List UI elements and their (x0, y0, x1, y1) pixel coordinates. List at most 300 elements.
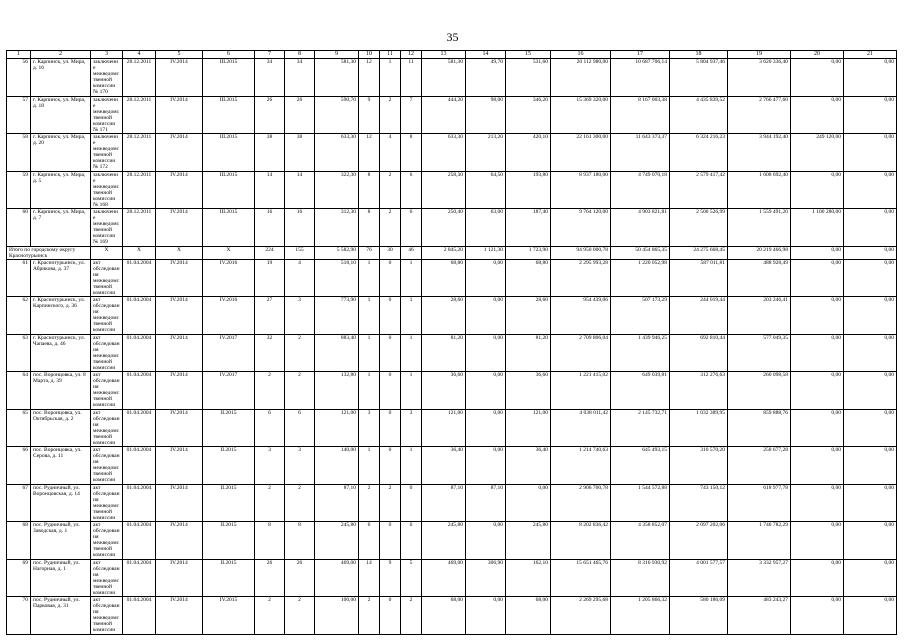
table-row (7, 597, 897, 635)
residents-cell: 27 (255, 297, 285, 335)
residents-cell: 8 (255, 522, 285, 560)
column-number: 21 (844, 51, 897, 59)
area-relocated-cell: 245,80 (422, 522, 466, 560)
address-cell: пос. Рудничный, ул. Воронцовская, д. 14 (31, 484, 91, 522)
cost-local-cell: 483 243,27 (728, 597, 791, 635)
area-private-cell: 245,80 (506, 522, 551, 560)
planned-start-cell: IV.2014 (156, 59, 203, 97)
planned-start-cell: IV.2014 (156, 559, 203, 597)
rooms-cell: 8 (359, 171, 380, 209)
rooms-municipal-cell: 0 (380, 334, 401, 372)
rooms-private-cell: 1 (401, 447, 422, 485)
planned-start-cell: IV.2014 (156, 209, 203, 247)
residents-relocated-cell: 26 (285, 559, 315, 597)
cost-extra-cell: 0,00 (791, 409, 844, 447)
cost-region-cell: 692 810,44 (670, 334, 728, 372)
basis-cell: акт обследования межведомственной комиссии (91, 409, 123, 447)
column-number: 4 (123, 51, 156, 59)
column-number: 16 (551, 51, 611, 59)
area-municipal-cell: 306,90 (466, 559, 506, 597)
rooms-municipal-cell: 2 (380, 484, 401, 522)
cost-local-cell: 3 944 192,40 (728, 134, 791, 172)
residents-cell: 19 (255, 259, 285, 297)
total-c11-cell: 30 (380, 246, 401, 259)
cost-region-cell: 6 324 216,23 (670, 134, 728, 172)
residents-relocated-cell: 3 (285, 297, 315, 335)
rooms-municipal-cell: 4 (380, 134, 401, 172)
cost-local-cell: 1 559 491,20 (728, 209, 791, 247)
total-c16-cell: 94 950 000,78 (551, 246, 611, 259)
cost-region-cell: 2 500 526,99 (670, 209, 728, 247)
row-number: 57 (7, 96, 31, 134)
residents-relocated-cell: 34 (285, 59, 315, 97)
total-c20-cell: 0,00 (791, 246, 844, 259)
area-relocated-cell: 36,60 (422, 372, 466, 410)
rooms-private-cell: 1 (401, 372, 422, 410)
column-number: 18 (670, 51, 728, 59)
rooms-private-cell: 1 (401, 334, 422, 372)
cost-total-cell: 22 161 300,00 (551, 134, 611, 172)
address-cell: г. Карпинск, ул. Мира, д. 5 (31, 171, 91, 209)
rooms-cell: 6 (359, 522, 380, 560)
rooms-private-cell: 11 (401, 59, 422, 97)
rooms-cell: 2 (359, 597, 380, 635)
cost-fund-cell: 645 493,15 (611, 447, 670, 485)
basis-date-cell: 01.04.2004 (123, 559, 156, 597)
area-cell: 590,70 (315, 96, 359, 134)
rooms-private-cell: 6 (401, 209, 422, 247)
area-relocated-cell: 633,30 (422, 134, 466, 172)
cost-extra-cell: 0,00 (791, 484, 844, 522)
total-c13-cell: 2 845,20 (422, 246, 466, 259)
area-municipal-cell: 0,00 (466, 372, 506, 410)
residents-relocated-cell: 8 (285, 522, 315, 560)
area-private-cell: 36,40 (506, 447, 551, 485)
basis-date-cell: 01.04.2004 (123, 597, 156, 635)
residents-cell: 2 (255, 597, 285, 635)
rooms-municipal-cell: 2 (380, 96, 401, 134)
residents-cell: 32 (255, 334, 285, 372)
rooms-cell: 8 (359, 209, 380, 247)
rooms-municipal-cell: 9 (380, 559, 401, 597)
table-row (7, 209, 897, 247)
row-number: 61 (7, 259, 31, 297)
rooms-cell: 1 (359, 447, 380, 485)
residents-cell: 3 (255, 447, 285, 485)
basis-date-cell: 28.12.2011 (123, 209, 156, 247)
planned-start-cell: IV.2014 (156, 134, 203, 172)
residents-cell: 26 (255, 559, 285, 597)
basis-cell: акт обследования межведомственной комиссии (91, 259, 123, 297)
residents-relocated-cell: 2 (285, 597, 315, 635)
basis-date-cell: 28.12.2011 (123, 96, 156, 134)
basis-date-cell: 01.04.2004 (123, 259, 156, 297)
cost-local-cell: 1 746 782,29 (728, 522, 791, 560)
table-row (7, 297, 897, 335)
basis-date-cell: 28.12.2011 (123, 134, 156, 172)
residents-relocated-cell: 4 (285, 259, 315, 297)
address-cell: пос. Воронцовка, ул. Серова, д. 11 (31, 447, 91, 485)
rooms-municipal-cell: 0 (380, 297, 401, 335)
column-number: 20 (791, 51, 844, 59)
area-relocated-cell: 28,60 (422, 297, 466, 335)
area-cell: 469,00 (315, 559, 359, 597)
basis-date-cell: 01.04.2004 (123, 484, 156, 522)
cost-total-cell: 2 906 700,78 (551, 484, 611, 522)
basis-cell: акт обследования межведомственной комиссии (91, 372, 123, 410)
area-cell: 312,30 (315, 209, 359, 247)
cost-fund-cell: 1 205 866,32 (611, 597, 670, 635)
table-row (7, 559, 897, 597)
area-relocated-cell: 68,80 (422, 259, 466, 297)
residents-cell: 16 (255, 209, 285, 247)
planned-end-cell: IV.2016 (203, 259, 255, 297)
cost-other-cell: 0,00 (844, 209, 897, 247)
cost-fund-cell: 11 643 373,37 (611, 134, 670, 172)
cost-local-cell: 488 928,49 (728, 259, 791, 297)
table-row (7, 334, 897, 372)
column-number: 13 (422, 51, 466, 59)
row-number: 68 (7, 522, 31, 560)
row-number: 60 (7, 209, 31, 247)
residents-cell: 26 (255, 96, 285, 134)
column-number: 11 (380, 51, 401, 59)
area-relocated-cell: 36,40 (422, 447, 466, 485)
planned-end-cell: III.2015 (203, 96, 255, 134)
residents-cell: 38 (255, 134, 285, 172)
address-cell: г. Карпинск, ул. Мира, д. 16 (31, 59, 91, 97)
rooms-municipal-cell: 2 (380, 171, 401, 209)
rooms-cell: 9 (359, 96, 380, 134)
cost-local-cell: 203 246,41 (728, 297, 791, 335)
row-number: 63 (7, 334, 31, 372)
planned-end-cell: IV.2016 (203, 297, 255, 335)
cost-total-cell: 2 269 295,68 (551, 597, 611, 635)
row-number: 66 (7, 447, 31, 485)
cost-region-cell: 310 570,20 (670, 447, 728, 485)
area-municipal-cell: 0,00 (466, 597, 506, 635)
column-number: 2 (31, 51, 91, 59)
column-number: 8 (285, 51, 315, 59)
basis-cell: заключение межведомственной комиссии № 168 (91, 171, 123, 209)
area-municipal-cell: 0,00 (466, 259, 506, 297)
table-row (7, 409, 897, 447)
planned-start-cell: IV.2014 (156, 171, 203, 209)
cost-total-cell: 20 112 980,00 (551, 59, 611, 97)
address-cell: пос. Воронцовка, ул. 8 Марта, д. 39 (31, 372, 91, 410)
cost-region-cell: 587 011,81 (670, 259, 728, 297)
rooms-private-cell: 6 (401, 171, 422, 209)
table-row (7, 372, 897, 410)
row-number: 64 (7, 372, 31, 410)
row-number: 59 (7, 171, 31, 209)
cost-extra-cell: 0,00 (791, 96, 844, 134)
planned-start-cell: IV.2014 (156, 447, 203, 485)
area-private-cell: 162,10 (506, 559, 551, 597)
area-private-cell: 193,80 (506, 171, 551, 209)
rooms-municipal-cell: 0 (380, 597, 401, 635)
column-number: 1 (7, 51, 31, 59)
cost-region-cell: 4 001 577,57 (670, 559, 728, 597)
total-c17-cell: 50 454 865,35 (611, 246, 670, 259)
cost-fund-cell: 8 316 930,92 (611, 559, 670, 597)
cost-region-cell: 5 804 937,46 (670, 59, 728, 97)
planned-end-cell: III.2015 (203, 134, 255, 172)
rooms-municipal-cell: 1 (380, 59, 401, 97)
planned-end-cell: IV.2017 (203, 372, 255, 410)
total-c7-cell: 224 (255, 246, 285, 259)
cost-other-cell: 0,00 (844, 447, 897, 485)
cost-region-cell: 2 579 417,42 (670, 171, 728, 209)
planned-end-cell: IV.2017 (203, 334, 255, 372)
planned-end-cell: II.2015 (203, 559, 255, 597)
planned-end-cell: II.2015 (203, 447, 255, 485)
planned-end-cell: IV.2015 (203, 597, 255, 635)
cost-other-cell: 0,00 (844, 259, 897, 297)
rooms-cell: 14 (359, 559, 380, 597)
area-relocated-cell: 258,30 (422, 171, 466, 209)
planned-end-cell: III.2015 (203, 171, 255, 209)
cost-extra-cell: 249 120,00 (791, 134, 844, 172)
basis-date-cell: 01.04.2004 (123, 409, 156, 447)
cost-other-cell: 0,00 (844, 297, 897, 335)
basis-cell: заключение межведомственной комиссии № 170 (91, 59, 123, 97)
area-cell: 87,10 (315, 484, 359, 522)
rooms-private-cell: 1 (401, 297, 422, 335)
cost-extra-cell: 0,00 (791, 297, 844, 335)
rooms-municipal-cell: 0 (380, 259, 401, 297)
row-number: 56 (7, 59, 31, 97)
basis-cell: акт обследования межведомственной комиссии (91, 522, 123, 560)
rooms-cell: 1 (359, 259, 380, 297)
rooms-private-cell: 6 (401, 522, 422, 560)
cost-extra-cell: 0,00 (791, 522, 844, 560)
area-cell: 100,00 (315, 597, 359, 635)
cost-region-cell: 1 032 389,95 (670, 409, 728, 447)
column-number: 5 (156, 51, 203, 59)
rooms-cell: 1 (359, 372, 380, 410)
area-private-cell: 36,60 (506, 372, 551, 410)
planned-start-cell: IV.2014 (156, 297, 203, 335)
total-c19-cell: 20 219 466,98 (728, 246, 791, 259)
basis-date-cell: 28.12.2011 (123, 59, 156, 97)
address-cell: пос. Рудничный, ул. Нагорная, д. 1 (31, 559, 91, 597)
area-private-cell: 187,40 (506, 209, 551, 247)
column-number: 7 (255, 51, 285, 59)
rooms-private-cell: 8 (401, 134, 422, 172)
area-private-cell: 0,00 (506, 484, 551, 522)
residents-cell: 14 (255, 171, 285, 209)
cost-other-cell: 0,00 (844, 522, 897, 560)
area-private-cell: 68,00 (506, 597, 551, 635)
cost-fund-cell: 10 687 706,14 (611, 59, 670, 97)
total-x4-cell: Х (203, 246, 255, 259)
cost-local-cell: 859 888,76 (728, 409, 791, 447)
area-private-cell: 420,10 (506, 134, 551, 172)
cost-other-cell: 0,00 (844, 409, 897, 447)
residents-relocated-cell: 2 (285, 334, 315, 372)
table-row (7, 522, 897, 560)
table-row (7, 96, 897, 134)
cost-total-cell: 954 439,06 (551, 297, 611, 335)
basis-cell: акт обследования межведомственной комиссии (91, 559, 123, 597)
planned-end-cell: II.2015 (203, 409, 255, 447)
table-row (7, 447, 897, 485)
residents-relocated-cell: 16 (285, 209, 315, 247)
rooms-cell: 1 (359, 297, 380, 335)
area-municipal-cell: 63,00 (466, 209, 506, 247)
cost-fund-cell: 4 903 821,81 (611, 209, 670, 247)
cost-local-cell: 3 620 336,40 (728, 59, 791, 97)
row-number: 69 (7, 559, 31, 597)
row-number: 58 (7, 134, 31, 172)
residents-cell: 6 (255, 409, 285, 447)
total-c8-cell: 155 (285, 246, 315, 259)
cost-fund-cell: 4 749 070,18 (611, 171, 670, 209)
column-number-row (7, 51, 897, 59)
cost-total-cell: 2 295 993,28 (551, 259, 611, 297)
cost-fund-cell: 1 220 052,98 (611, 259, 670, 297)
residents-cell: 2 (255, 372, 285, 410)
table-row (7, 259, 897, 297)
cost-local-cell: 577 049,35 (728, 334, 791, 372)
address-cell: г. Карпинск, ул. Мира, д. 20 (31, 134, 91, 172)
area-relocated-cell: 81,20 (422, 334, 466, 372)
residents-relocated-cell: 3 (285, 447, 315, 485)
cost-total-cell: 15 369 320,00 (551, 96, 611, 134)
area-relocated-cell: 581,30 (422, 59, 466, 97)
table-row (7, 171, 897, 209)
housing-program-table (6, 50, 897, 635)
area-relocated-cell: 68,00 (422, 597, 466, 635)
cost-other-cell: 0,00 (844, 171, 897, 209)
planned-start-cell: IV.2014 (156, 484, 203, 522)
rooms-private-cell: 2 (401, 597, 422, 635)
area-cell: 121,00 (315, 409, 359, 447)
address-cell: г. Краснотурьинск, ул. Абрикова, д. 37 (31, 259, 91, 297)
area-cell: 245,80 (315, 522, 359, 560)
planned-end-cell: III.2015 (203, 59, 255, 97)
total-c9-cell: 5 582,90 (315, 246, 359, 259)
address-cell: г. Краснотурьинск, ул. Чапаева, д. 46 (31, 334, 91, 372)
cost-local-cell: 260 098,58 (728, 372, 791, 410)
rooms-private-cell: 0 (401, 484, 422, 522)
address-cell: пос. Рудничный, ул. Заводская, д. 1 (31, 522, 91, 560)
page-number: 35 (446, 30, 459, 44)
rooms-cell: 12 (359, 134, 380, 172)
total-c10-cell: 76 (359, 246, 380, 259)
planned-start-cell: IV.2014 (156, 409, 203, 447)
basis-date-cell: 01.04.2004 (123, 297, 156, 335)
table-row (7, 134, 897, 172)
address-cell: г. Карпинск, ул. Мира, д. 18 (31, 96, 91, 134)
planned-start-cell: IV.2014 (156, 597, 203, 635)
total-row (7, 246, 897, 259)
row-number: 65 (7, 409, 31, 447)
cost-other-cell: 0,00 (844, 484, 897, 522)
cost-total-cell: 8 202 836,42 (551, 522, 611, 560)
rooms-municipal-cell: 0 (380, 447, 401, 485)
address-cell: г. Краснотурьинск, ул. Карпинского, д. 36 (31, 297, 91, 335)
area-private-cell: 121,00 (506, 409, 551, 447)
area-relocated-cell: 121,00 (422, 409, 466, 447)
cost-local-cell: 618 977,78 (728, 484, 791, 522)
area-municipal-cell: 49,70 (466, 59, 506, 97)
cost-total-cell: 15 651 465,76 (551, 559, 611, 597)
column-number: 6 (203, 51, 255, 59)
address-cell: пос. Рудничный, ул. Парковая, д. 31 (31, 597, 91, 635)
area-cell: 132,80 (315, 372, 359, 410)
residents-cell: 34 (255, 59, 285, 97)
rooms-private-cell: 7 (401, 96, 422, 134)
column-number: 17 (611, 51, 670, 59)
cost-region-cell: 244 019,44 (670, 297, 728, 335)
cost-extra-cell: 0,00 (791, 59, 844, 97)
cost-extra-cell: 0,00 (791, 334, 844, 372)
column-number: 10 (359, 51, 380, 59)
cost-region-cell: 743 150,12 (670, 484, 728, 522)
area-municipal-cell: 213,20 (466, 134, 506, 172)
rooms-municipal-cell: 0 (380, 372, 401, 410)
residents-relocated-cell: 2 (285, 372, 315, 410)
area-relocated-cell: 87,10 (422, 484, 466, 522)
basis-date-cell: 01.04.2004 (123, 522, 156, 560)
cost-fund-cell: 1 439 946,25 (611, 334, 670, 372)
cost-extra-cell: 0,00 (791, 259, 844, 297)
total-x3-cell: Х (156, 246, 203, 259)
cost-other-cell: 0,00 (844, 559, 897, 597)
area-relocated-cell: 444,20 (422, 96, 466, 134)
area-relocated-cell: 469,00 (422, 559, 466, 597)
area-municipal-cell: 0,00 (466, 334, 506, 372)
cost-extra-cell: 0,00 (791, 447, 844, 485)
area-municipal-cell: 64,50 (466, 171, 506, 209)
cost-fund-cell: 8 167 003,38 (611, 96, 670, 134)
planned-start-cell: IV.2014 (156, 372, 203, 410)
planned-start-cell: IV.2014 (156, 259, 203, 297)
cost-extra-cell: 0,00 (791, 171, 844, 209)
table-row (7, 59, 897, 97)
basis-cell: акт обследования межведомственной комиссии (91, 297, 123, 335)
basis-date-cell: 28.12.2011 (123, 171, 156, 209)
area-cell: 322,30 (315, 171, 359, 209)
area-municipal-cell: 0,00 (466, 522, 506, 560)
rooms-cell: 12 (359, 59, 380, 97)
column-number: 19 (728, 51, 791, 59)
rooms-municipal-cell: 2 (380, 209, 401, 247)
area-cell: 633,30 (315, 134, 359, 172)
basis-cell: заключение межведомственной комиссии № 172 (91, 134, 123, 172)
rooms-private-cell: 1 (401, 259, 422, 297)
planned-start-cell: IV.2014 (156, 334, 203, 372)
area-municipal-cell: 98,00 (466, 96, 506, 134)
cost-extra-cell: 1 100 280,00 (791, 209, 844, 247)
basis-cell: акт обследования межведомственной комиссии (91, 447, 123, 485)
basis-cell: заключение межведомственной комиссии № 169 (91, 209, 123, 247)
cost-extra-cell: 0,00 (791, 559, 844, 597)
rooms-private-cell: 3 (401, 409, 422, 447)
basis-date-cell: 01.04.2004 (123, 334, 156, 372)
rooms-private-cell: 5 (401, 559, 422, 597)
cost-region-cell: 580 186,09 (670, 597, 728, 635)
area-private-cell: 28,60 (506, 297, 551, 335)
total-x2-cell: Х (123, 246, 156, 259)
cost-fund-cell: 649 039,81 (611, 372, 670, 410)
cost-region-cell: 4 435 839,52 (670, 96, 728, 134)
cost-local-cell: 3 332 957,27 (728, 559, 791, 597)
total-x1-cell: Х (91, 246, 123, 259)
total-c21-cell: 0,00 (844, 246, 897, 259)
